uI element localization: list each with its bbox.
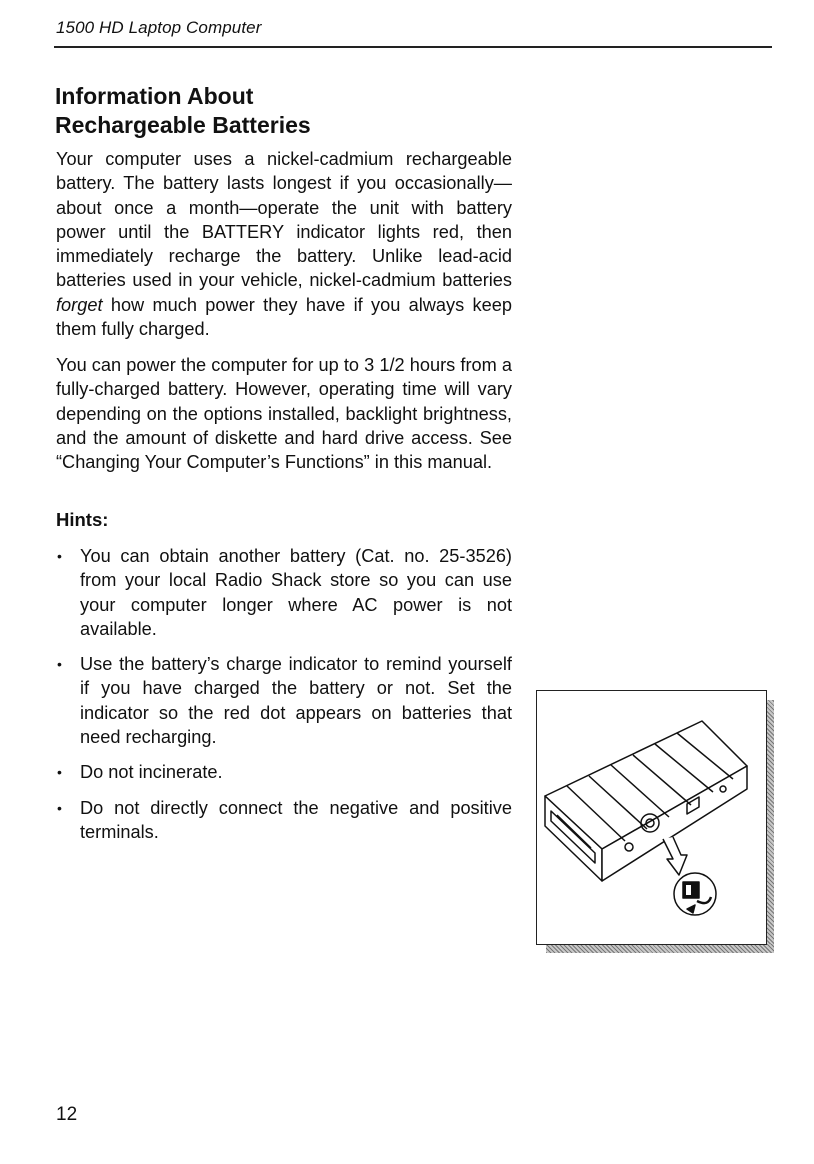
hint-item bbox=[56, 796, 512, 845]
running-header: 1500 HD Laptop Computer bbox=[56, 18, 262, 37]
hint-text: Do not directly connect the negative and positive terminals. bbox=[80, 797, 512, 842]
hints-heading: Hints: bbox=[56, 509, 109, 530]
bullet-icon: • bbox=[57, 548, 62, 564]
figure-shadow-right bbox=[766, 700, 774, 953]
section-title-line-1: Information About bbox=[55, 83, 254, 109]
hint-item bbox=[56, 544, 512, 641]
battery-care-paragraph bbox=[56, 147, 512, 341]
battery-figure bbox=[536, 690, 767, 945]
page-number: 12 bbox=[56, 1104, 78, 1125]
figure-shadow-bottom bbox=[546, 944, 774, 953]
hints-list bbox=[56, 544, 512, 844]
battery-pack-illustration-icon bbox=[537, 691, 766, 944]
hint-text: Do not incinerate. bbox=[80, 762, 223, 783]
hint-text: You can obtain another battery (Cat. no. 25-3526) from your local Radio Shack store so you can use your computer longer where AC power is not available. bbox=[80, 546, 512, 639]
bullet-icon: • bbox=[57, 656, 62, 673]
section-title bbox=[55, 82, 311, 140]
bullet-icon: • bbox=[57, 799, 62, 816]
emphasis-forget: forget bbox=[56, 294, 103, 315]
hint-text: Use the battery’s charge indicator to remind yourself if you have charged the battery or not. Set the indicator so the red dot appears on batteries that need recharging. bbox=[80, 654, 512, 748]
paragraph-text-start: Your computer uses a nickel-cadmium rechargeable battery. The battery lasts longest if you occasionally—about once a month—operate the unit with battery power until the BATTERY indicator lights red, then immediately recharge the battery. Unlike lead-acid batteries used in your vehicle, nickel-cadmium batteries bbox=[56, 149, 512, 291]
hint-item bbox=[56, 760, 512, 784]
header-rule bbox=[54, 46, 772, 48]
operating-time-paragraph: You can power the computer for up to 3 1/2 hours from a fully-charged battery. However, operating time will vary depending on the options installed, backlight brightness, and the amount of diskette and hard drive access. See “Changing Your Computer’s Functions” in this manual. bbox=[56, 355, 512, 473]
hint-item bbox=[56, 652, 512, 749]
bullet-icon: • bbox=[57, 764, 62, 781]
paragraph-text-end: how much power they have if you always keep them fully charged. bbox=[56, 294, 512, 340]
section-title-line-2: Rechargeable Batteries bbox=[55, 112, 311, 138]
